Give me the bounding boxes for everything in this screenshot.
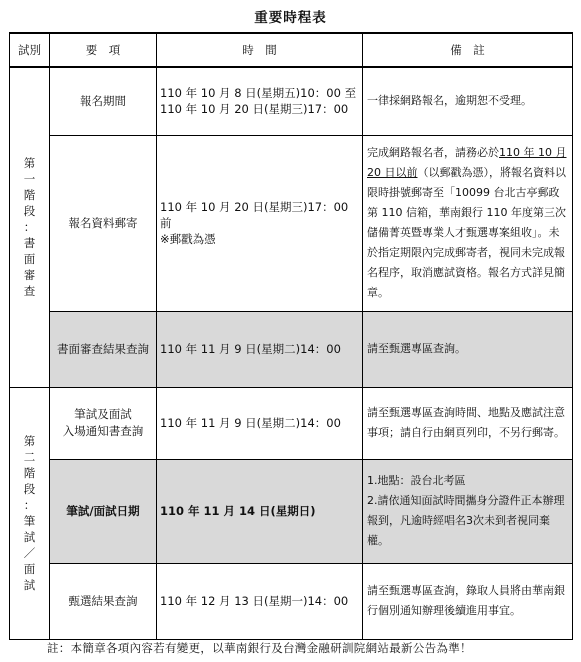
table-row	[10, 135, 573, 311]
table-row	[10, 311, 573, 387]
note-final-result: 請至甄選專區查詢，錄取人員將由華南銀行個別通知辦理後續進用事宜。	[363, 563, 573, 639]
table-header-row	[10, 33, 573, 67]
note-mail-documents: 完成網路報名者，請務必於110 年 10 月 20 日以前（以郵戳為憑），將報名資料以限時掛號郵寄至「10099 台北古亭郵政第 110 信箱，華南銀行 110 年度第三次儲備菁英暨專業人才甄選專案組收」。未於指定期限內完成郵寄者，視同未完成報名程序，取消應試資格。報名方式詳見簡章。	[363, 135, 573, 311]
note-exam-date: 1.地點：設台北考區 2.請依通知面試時間攜身分證件正本辦理報到，凡逾時經唱名3次未到者視同棄權。	[363, 459, 573, 563]
item-admission-notice: 筆試及面試 入場通知書查詢	[50, 387, 157, 459]
stage-1-label: 第 一 階 段 ： 書 面 審 查	[10, 67, 50, 387]
time-admission-notice: 110 年 11 月 9 日(星期二)14：00	[157, 387, 363, 459]
header-note: 備 註	[363, 33, 573, 67]
item-review-result: 書面審查結果查詢	[50, 311, 157, 387]
time-final-result: 110 年 12 月 13 日(星期一)14：00	[157, 563, 363, 639]
table-row	[10, 459, 573, 563]
table-row	[10, 387, 573, 459]
note-admission-notice: 請至甄選專區查詢時間、地點及應試注意事項；請自行由網頁列印，不另行郵寄。	[363, 387, 573, 459]
table-row	[10, 563, 573, 639]
footnote: 註：本簡章各項內容若有變更，以華南銀行及台灣金融研訓院網站最新公告為準！	[47, 641, 472, 655]
note-registration-period: 一律採網路報名，逾期恕不受理。	[363, 67, 573, 135]
time-exam-date: 110 年 11 月 14 日(星期日)	[157, 459, 363, 563]
time-mail-documents: 110 年 10 月 20 日(星期三)17：00 前 ※郵戳為憑	[157, 135, 363, 311]
item-exam-date: 筆試/面試日期	[50, 459, 157, 563]
item-mail-documents: 報名資料郵寄	[50, 135, 157, 311]
item-registration-period: 報名期間	[50, 67, 157, 135]
schedule-table	[9, 32, 573, 640]
header-time: 時 間	[157, 33, 363, 67]
time-registration-period: 110 年 10 月 8 日(星期五)10：00 至 110 年 10 月 20 日(星期三)17：00	[157, 67, 363, 135]
time-review-result: 110 年 11 月 9 日(星期二)14：00	[157, 311, 363, 387]
note-review-result: 請至甄選專區查詢。	[363, 311, 573, 387]
page-title: 重要時程表	[254, 10, 327, 26]
header-stage: 試別	[10, 33, 50, 67]
stage-2-label: 第 二 階 段 ： 筆 試 ／ 面 試	[10, 387, 50, 639]
header-item: 要 項	[50, 33, 157, 67]
item-final-result: 甄選結果查詢	[50, 563, 157, 639]
table-row	[10, 67, 573, 135]
